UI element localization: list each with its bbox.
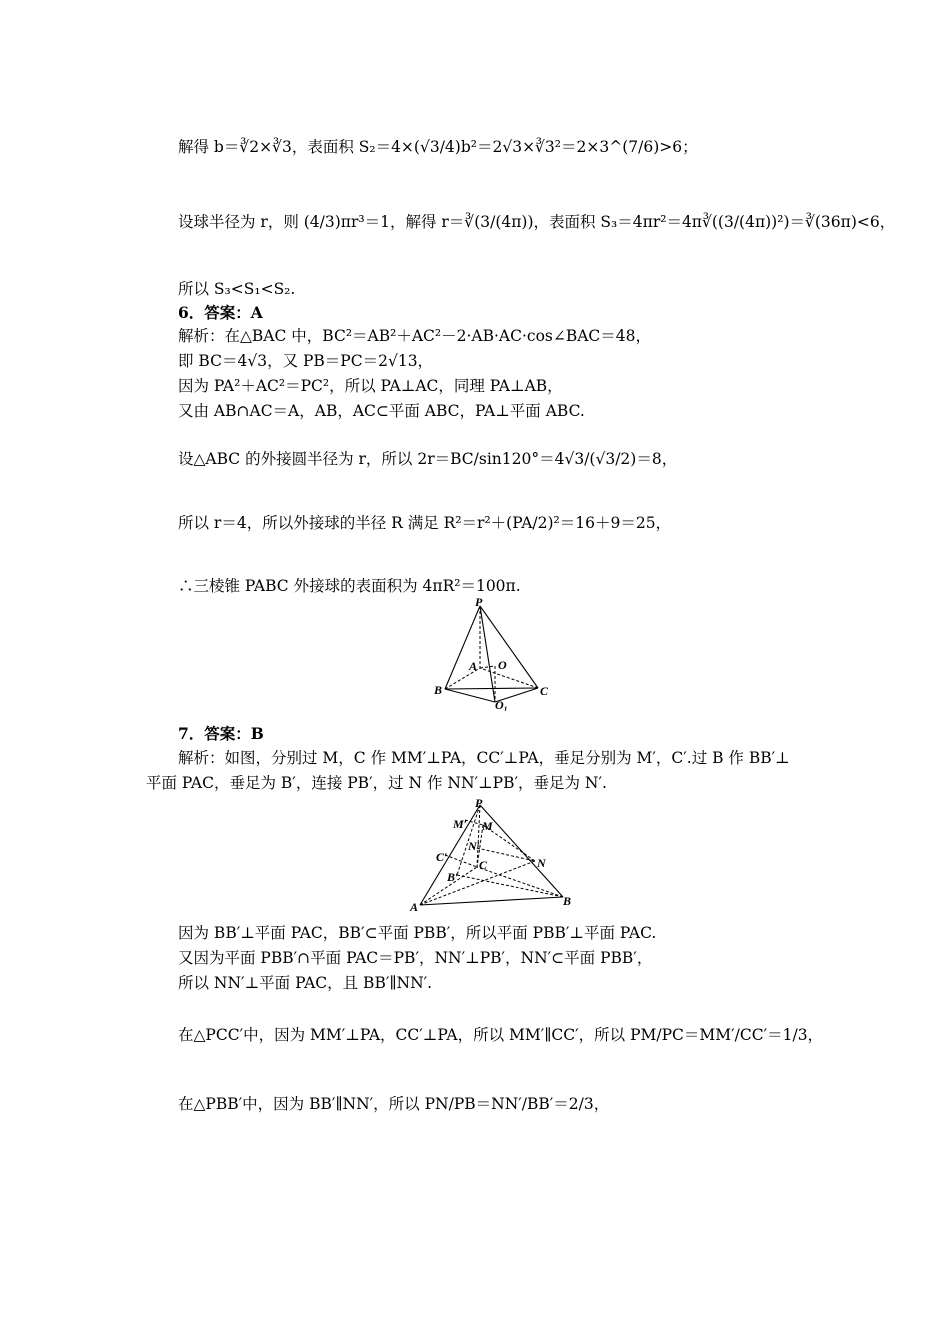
label-C: C [479,858,488,872]
label-M-prime: M′ [453,817,468,831]
line-6c: 因为 PA²＋AC²＝PC²，所以 PA⊥AC，同理 PA⊥AB， [178,377,563,395]
label-B: B [434,683,443,697]
line-2: 设球半径为 r，则 (4/3)πr³＝1，解得 r＝∛(3/(4π))，表面积 S₃＝4πr²＝4π∛((3/(4π))²)＝∛(36π)<6， [178,213,896,231]
figure-tetrahedron [405,795,580,915]
label-N-prime: N′ [468,839,481,853]
line-7f: 在△PCC′中，因为 MM′⊥PA，CC′⊥PA，所以 MM′∥CC′，所以 PM/PC＝MM′/CC′＝1/3， [178,1026,824,1044]
label-P: P [475,596,483,609]
line-6f: 所以 r＝4，所以外接球的半径 R 满足 R²＝r²＋(PA/2)²＝16＋9＝25， [178,514,672,532]
label-M: M [482,819,493,833]
line-7e: 所以 NN′⊥平面 PAC，且 BB′∥NN′. [178,974,433,992]
line-7g: 在△PBB′中，因为 BB′∥NN′，所以 PN/PB＝NN′/BB′＝2/3， [178,1095,610,1113]
label-B: B [563,894,572,908]
line-6d: 又由 AB∩AC＝A，AB，AC⊂平面 ABC，PA⊥平面 ABC. [178,402,585,420]
line-6a: 解析：在△BAC 中，BC²＝AB²＋AC²－2·AB·AC·cos∠BAC＝48， [178,327,652,345]
line-6b: 即 BC＝4√3，又 PB＝PC＝2√13， [178,352,434,370]
line-7d: 又因为平面 PBB′∩平面 PAC＝PB′，NN′⊥PB′，NN′⊂平面 PBB′， [178,949,653,967]
line-7c: 因为 BB′⊥平面 PAC，BB′⊂平面 PBB′，所以平面 PBB′⊥平面 PAC. [178,924,657,942]
line-6e: 设△ABC 的外接圆半径为 r，所以 2r＝BC/sin120°＝4√3/(√3/2)＝8， [178,450,678,468]
line-7b: 平面 PAC，垂足为 B′，连接 PB′，过 N 作 NN′⊥PB′，垂足为 N′. [146,774,607,792]
label-N: N [537,856,546,870]
label-C: C [540,684,549,698]
answer-6: 6．答案：A [178,303,263,322]
line-1: 解得 b＝∛2×∛3，表面积 S₂＝4×(√3/4)b²＝2√3×∛3²＝2×3^(7/6)>6； [178,138,698,156]
label-O1: O₁ [495,698,508,711]
line-7a: 解析：如图，分别过 M，C 作 MM′⊥PA，CC′⊥PA，垂足分别为 M′，C′.过 B 作 BB′⊥ [178,749,790,767]
line-3: 所以 S₃<S₁<S₂. [178,280,296,298]
line-6g: ∴三棱锥 PABC 外接球的表面积为 4πR²＝100π. [178,577,521,595]
label-C-prime: C′ [436,850,448,864]
label-A: A [469,659,478,673]
figure-pyramid-sphere [425,596,555,711]
answer-7: 7．答案：B [178,724,264,743]
label-P: P [475,796,483,810]
label-B-prime: B′ [447,870,459,884]
label-A: A [410,900,419,914]
label-O: O [498,658,507,672]
